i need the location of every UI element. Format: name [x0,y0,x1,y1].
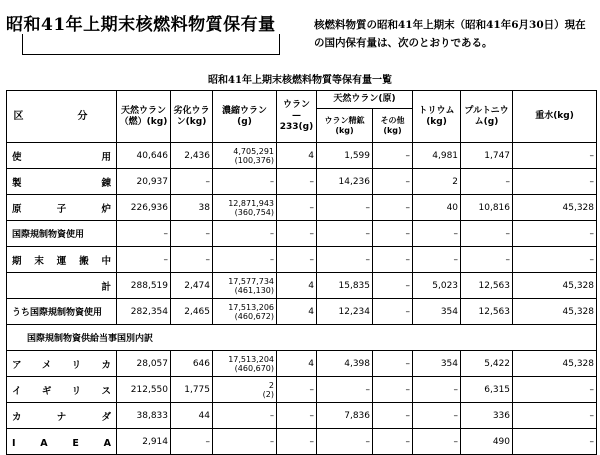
table-cell: – [373,351,413,377]
table-cell: – [171,247,213,273]
table-cell: 226,936 [117,195,171,221]
enriched-amount: 17,577,734 [228,276,274,286]
header-plutonium: プルトニウム(g) [461,91,513,143]
table-cell: 4 [277,351,317,377]
section-label: 国際規制物資供給当事国別内訳 [7,325,597,351]
table-cell: 2,436 [171,143,213,169]
table-cell: – [317,377,373,403]
enriched-u235-amount: (461,130) [234,285,274,295]
table-cell: – [171,221,213,247]
row-label: イ ギ リ ス [7,377,117,403]
holdings-table [6,90,597,455]
table-row [7,273,597,299]
table-cell: – [373,221,413,247]
table-cell: – [117,221,171,247]
table-cell: 44 [171,403,213,429]
table-cell: – [277,429,317,455]
table-cell: 1,747 [461,143,513,169]
table-cell [213,377,277,403]
table-cell: – [461,169,513,195]
table-cell: – [171,429,213,455]
table-cell: – [317,195,373,221]
table-cell: 2,914 [117,429,171,455]
row-label: カ ナ ダ [7,403,117,429]
enriched-u235-amount: (460,670) [234,363,274,373]
table-cell: – [513,143,597,169]
header-thorium: トリウム(kg) [413,91,461,143]
table-cell [213,195,277,221]
table-cell: – [277,403,317,429]
table-cell: – [461,247,513,273]
table-cell [213,169,277,195]
table-cell: 4,981 [413,143,461,169]
document-title: 昭和41年上期末核燃料物質保有量 [6,15,276,35]
table-cell: – [413,429,461,455]
table-cell: – [461,221,513,247]
table-cell: 10,816 [461,195,513,221]
table-cell: 20,937 [117,169,171,195]
table-cell: 12,234 [317,299,373,325]
table-cell: 40 [413,195,461,221]
row-label: 原 子 炉 [7,195,117,221]
table-cell: 45,328 [513,351,597,377]
table-cell: 38 [171,195,213,221]
enriched-amount: – [270,229,274,238]
table-cell: 354 [413,351,461,377]
table-cell: – [513,169,597,195]
enriched-amount: – [270,255,274,264]
table-cell [213,247,277,273]
table-cell: – [373,273,413,299]
table-cell: 1,599 [317,143,373,169]
table-cell: 12,563 [461,273,513,299]
intro-note: 核燃料物質の昭和41年上期末（昭和41年6月30日）現在の国内保有量は、次のとおりである。 [314,19,586,49]
table-cell: 5,422 [461,351,513,377]
table-row [7,247,597,273]
table-cell: 4,398 [317,351,373,377]
table-cell: – [277,247,317,273]
row-label: 使 用 [7,143,117,169]
table-cell: 38,833 [117,403,171,429]
table-cell: – [413,221,461,247]
header-raw-uranium-group: 天然ウラン(原) [317,91,413,109]
table-cell: 5,023 [413,273,461,299]
title-bracket [22,34,280,55]
enriched-u235-amount: (100,376) [234,155,274,165]
table-cell: 1,775 [171,377,213,403]
header-raw-other: その他(kg) [373,109,413,143]
enriched-amount: – [270,411,274,420]
row-label: ア メ リ カ [7,351,117,377]
header-depleted-uranium: 劣化ウラン(kg) [171,91,213,143]
enriched-amount: – [270,437,274,446]
table-cell: – [277,377,317,403]
table-cell: 2,474 [171,273,213,299]
table-cell: – [373,299,413,325]
table-cell: 14,236 [317,169,373,195]
table-row [7,143,597,169]
table-cell: 282,354 [117,299,171,325]
table-cell: 336 [461,403,513,429]
table-body [7,143,597,455]
table-cell: – [373,429,413,455]
header-heavy-water: 重水(kg) [513,91,597,143]
table-cell: 40,646 [117,143,171,169]
section-row [7,325,597,351]
table-cell: – [373,247,413,273]
header-enriched-uranium: 濃縮ウラン(g) [213,91,277,143]
table-cell: 4 [277,143,317,169]
header-category: 区 分 [7,91,117,143]
table-cell: – [373,403,413,429]
table-cell: 45,328 [513,195,597,221]
table-cell: – [413,377,461,403]
table-cell: 2,465 [171,299,213,325]
row-label: 期末運搬中 [7,247,117,273]
table-cell [213,221,277,247]
table-cell: – [317,247,373,273]
row-label: うち国際規制物資使用 [7,299,117,325]
enriched-amount: 12,871,943 [228,198,274,208]
table-cell: 28,057 [117,351,171,377]
table-cell: 2 [413,169,461,195]
table-row [7,195,597,221]
row-label: I A E A [7,429,117,455]
enriched-amount: 2 [268,380,274,390]
header-natural-uranium: 天然ウラン（燃）(kg) [117,91,171,143]
table-row [7,351,597,377]
table-cell [213,273,277,299]
table-cell: 12,563 [461,299,513,325]
row-label: 国際規制物資使用 [7,221,117,247]
table-row [7,221,597,247]
table-row [7,299,597,325]
table-cell: – [513,429,597,455]
table-cell: – [513,221,597,247]
table-cell: 354 [413,299,461,325]
header-u233: ウラン—233(g) [277,91,317,143]
table-title: 昭和41年上期末核燃料物質等保有量一覧 [208,75,392,86]
table-cell [213,351,277,377]
table-cell [213,403,277,429]
enriched-u235-amount: (460,672) [234,311,274,321]
table-cell: 4 [277,299,317,325]
table-cell: 7,836 [317,403,373,429]
table-cell: – [171,169,213,195]
table-cell: 4 [277,273,317,299]
table-cell: 45,328 [513,299,597,325]
enriched-amount: 17,513,204 [228,354,274,364]
table-row [7,377,597,403]
table-cell: 45,328 [513,273,597,299]
table-cell: 288,519 [117,273,171,299]
enriched-u235-amount: (2) [262,389,274,399]
table-cell [213,299,277,325]
enriched-amount: – [270,177,274,186]
table-cell: – [373,377,413,403]
row-label: 計 [7,273,117,299]
table-cell: – [277,169,317,195]
row-label: 製 錬 [7,169,117,195]
table-cell: – [317,429,373,455]
table-cell: – [277,221,317,247]
header-uranium-ore: ウラン精鉱(kg) [317,109,373,143]
enriched-amount: 4,705,291 [233,146,274,156]
table-cell: – [277,195,317,221]
table-cell: – [513,247,597,273]
table-cell: – [117,247,171,273]
table-cell: – [413,247,461,273]
table-row [7,429,597,455]
table-row [7,169,597,195]
table-cell: – [373,195,413,221]
enriched-amount: 17,513,206 [228,302,274,312]
table-cell: 15,835 [317,273,373,299]
table-cell [213,143,277,169]
table-cell: 212,550 [117,377,171,403]
table-cell: – [373,169,413,195]
table-cell: – [373,143,413,169]
table-cell: – [513,377,597,403]
enriched-u235-amount: (360,754) [234,207,274,217]
table-cell: 6,315 [461,377,513,403]
table-cell: 646 [171,351,213,377]
table-cell: – [413,403,461,429]
table-cell: 490 [461,429,513,455]
table-cell [213,429,277,455]
table-row [7,403,597,429]
table-cell: – [317,221,373,247]
table-cell: – [513,403,597,429]
